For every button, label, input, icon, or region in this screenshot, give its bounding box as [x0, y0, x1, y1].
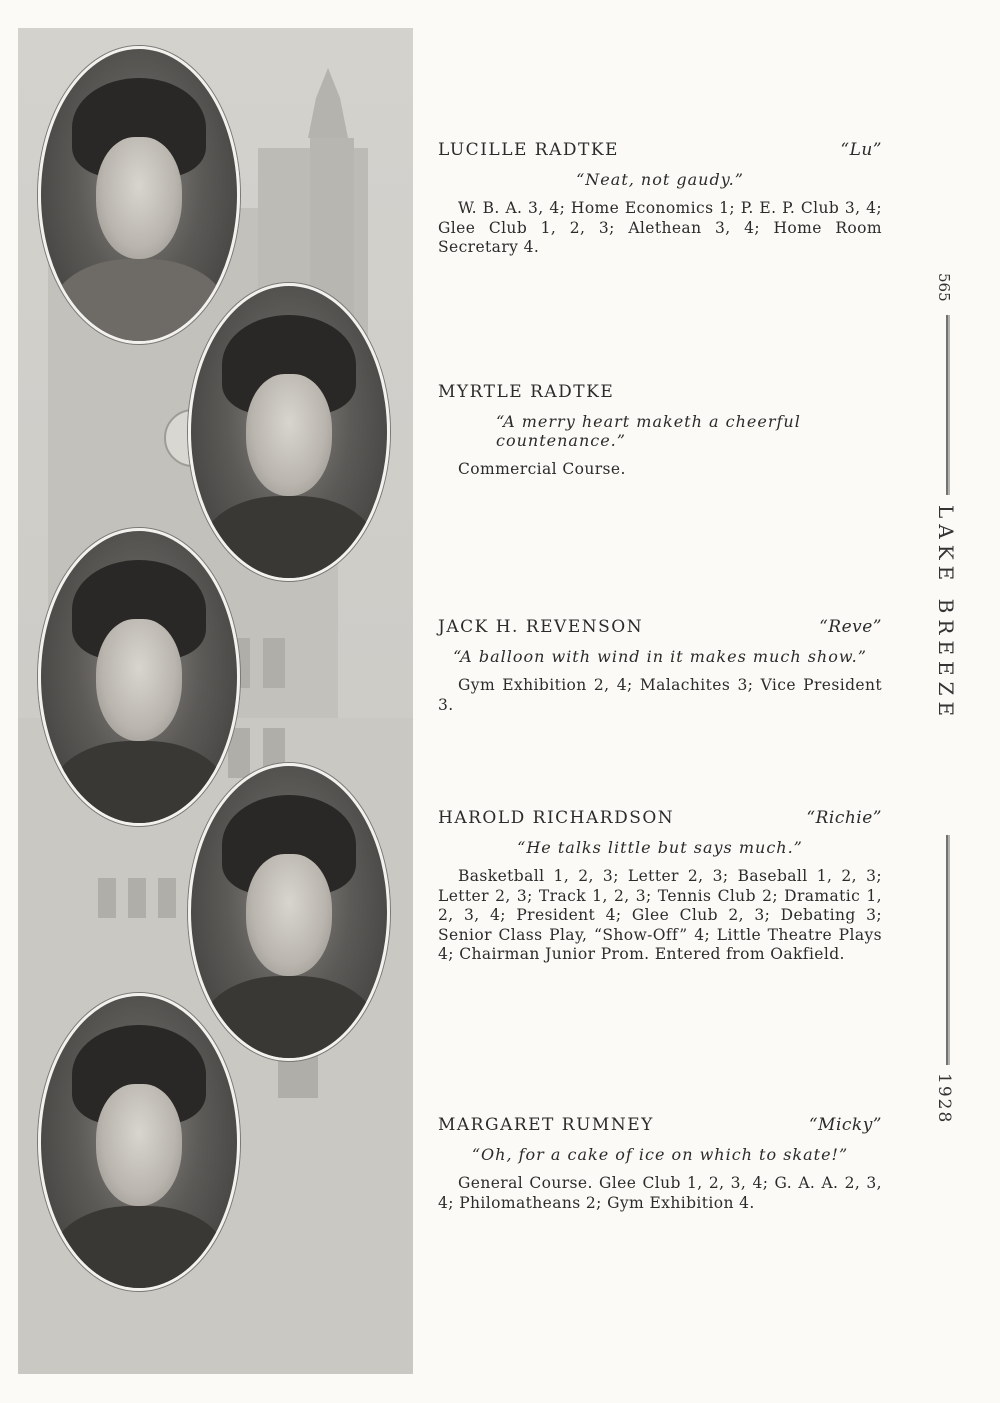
student-activities: General Course. Glee Club 1, 2, 3, 4; G. A. A. 2, 3, 4; Philomatheans 2; Gym Exhibition 4.: [438, 1174, 882, 1212]
portrait-5: [38, 993, 240, 1291]
publication-year: 1928: [934, 1073, 954, 1125]
student-name: LUCILLE RADTKE: [438, 140, 619, 160]
student-name: JACK H. REVENSON: [438, 617, 644, 637]
student-name: HAROLD RICHARDSON: [438, 808, 675, 828]
student-name: MYRTLE RADTKE: [438, 382, 615, 402]
portrait-column: [18, 28, 413, 1374]
student-nickname: “Micky”: [808, 1115, 882, 1135]
portrait-4: [188, 763, 390, 1061]
portrait-2: [188, 283, 390, 581]
entry-harold-richardson: [438, 808, 882, 965]
student-nickname: “Lu”: [840, 140, 882, 160]
student-quote: “Oh, for a cake of ice on which to skate!”: [471, 1145, 849, 1164]
student-activities: W. B. A. 3, 4; Home Economics 1; P. E. P. Club 3, 4; Glee Club 1, 2, 3; Alethean 3, 4; Home Room Secretary 4.: [438, 199, 882, 256]
student-nickname: “Reve”: [819, 617, 882, 637]
student-name: MARGARET RUMNEY: [438, 1115, 654, 1135]
portrait-3: [38, 528, 240, 826]
entry-jack-revenson: [438, 617, 882, 715]
student-activities: Gym Exhibition 2, 4; Malachites 3; Vice President 3.: [438, 676, 882, 714]
page-number: 565: [935, 273, 953, 302]
entry-lucille-radtke: [438, 140, 882, 258]
student-nickname: “Richie”: [806, 808, 882, 828]
entry-myrtle-radtke: [438, 382, 882, 480]
student-activities: Commercial Course.: [458, 460, 626, 478]
publication-title: LAKE BREEZE: [934, 505, 958, 723]
portrait-1: [38, 46, 240, 344]
student-quote: “Neat, not gaudy.”: [576, 170, 744, 189]
student-quote: “He talks little but says much.”: [517, 838, 803, 857]
student-quote: “A balloon with wind in it makes much show.”: [453, 647, 867, 666]
side-running-head: [925, 265, 969, 1145]
student-quote: “A merry heart maketh a cheerful countenance.”: [496, 412, 801, 450]
student-activities: Basketball 1, 2, 3; Letter 2, 3; Baseball 1, 2, 3; Letter 2, 3; Track 1, 2, 3; Tennis Club 2; Dramatic 1, 2, 3, 4; President 4; Glee Club 2, 3; Debating 3; Senior Class Play, “Show-Off” 4; Little Theatre Plays 4; Chairman Junior Prom. Entered from Oakfield.: [438, 867, 882, 963]
entry-margaret-rumney: [438, 1115, 882, 1213]
